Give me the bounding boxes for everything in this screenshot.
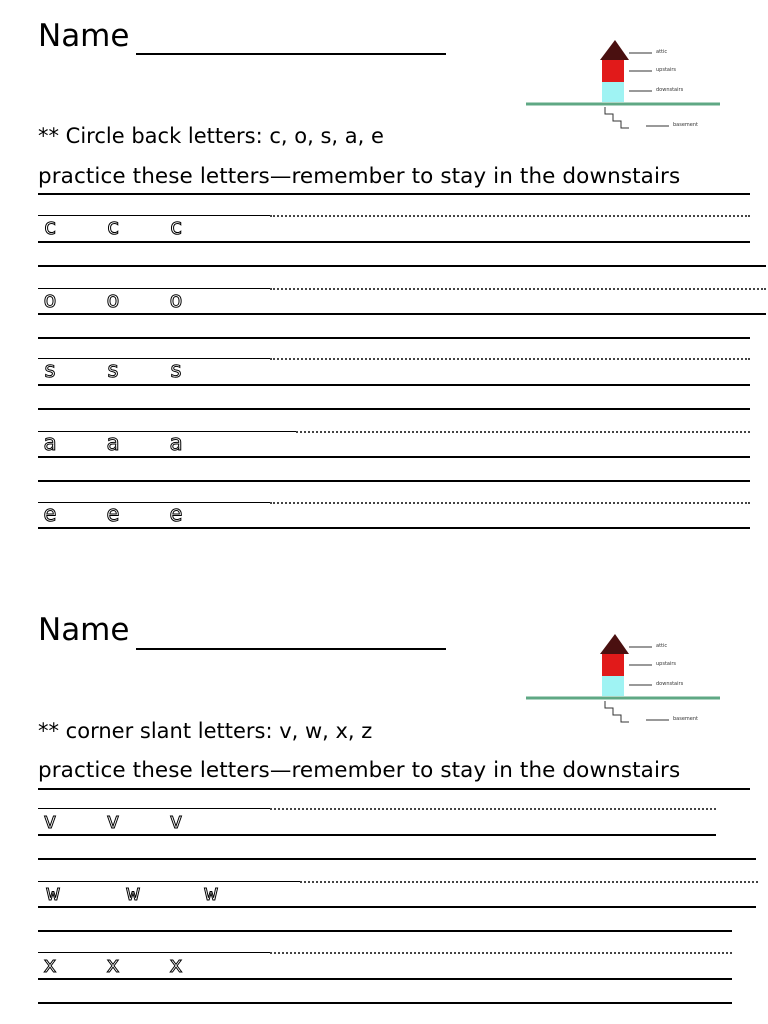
dotted-midline <box>296 431 750 433</box>
top-line <box>38 952 270 953</box>
dotted-midline <box>270 808 716 810</box>
baseline[interactable] <box>38 384 750 386</box>
downstairs-block <box>602 676 624 696</box>
name-label: Name <box>38 612 130 648</box>
attic-roof <box>600 634 629 654</box>
dotted-midline <box>270 288 766 290</box>
trace-letter[interactable]: a <box>169 431 183 456</box>
baseline[interactable] <box>38 834 716 836</box>
descender-line <box>38 337 750 339</box>
trace-letter[interactable]: e <box>43 502 57 527</box>
basement-stairs <box>605 701 629 722</box>
attic-label: attic <box>656 49 668 55</box>
attic-label: attic <box>656 643 668 649</box>
lesson-heading: ** corner slant letters: v, w, x, z <box>38 719 373 743</box>
baseline[interactable] <box>38 313 766 315</box>
trace-letter[interactable]: e <box>106 502 120 527</box>
dotted-midline <box>270 502 750 504</box>
trace-letter[interactable]: c <box>106 215 120 240</box>
top-line <box>38 502 270 503</box>
baseline[interactable] <box>38 527 750 529</box>
instruction-underline <box>38 788 750 790</box>
top-line <box>38 215 270 216</box>
upstairs-block <box>602 60 624 82</box>
trace-letter[interactable]: x <box>169 953 183 978</box>
practice-instruction: practice these letters—remember to stay in the downstairs <box>38 164 681 189</box>
trace-letter[interactable]: w <box>204 881 218 906</box>
trace-letter[interactable]: s <box>43 358 57 383</box>
attic-roof <box>600 40 629 60</box>
top-line <box>38 808 270 809</box>
lesson-heading: ** Circle back letters: c, o, s, a, e <box>38 124 384 148</box>
trace-letter[interactable]: v <box>169 809 183 834</box>
trace-letter[interactable]: a <box>106 431 120 456</box>
name-label: Name <box>38 18 130 54</box>
instruction-underline <box>38 193 750 195</box>
trace-letter[interactable]: o <box>43 288 57 313</box>
descender-line <box>38 408 750 410</box>
downstairs-label: downstairs <box>656 87 684 93</box>
trace-letter[interactable]: e <box>169 502 183 527</box>
trace-letter[interactable]: o <box>169 288 183 313</box>
baseline[interactable] <box>38 241 750 243</box>
descender-line <box>38 265 766 267</box>
downstairs-label: downstairs <box>656 681 684 687</box>
upstairs-block <box>602 654 624 676</box>
trace-letter[interactable]: c <box>169 215 183 240</box>
top-line <box>38 431 296 432</box>
trace-letter[interactable]: x <box>43 953 57 978</box>
descender-line <box>38 930 732 932</box>
downstairs-block <box>602 82 624 102</box>
dotted-midline <box>270 215 750 217</box>
trace-letter[interactable]: w <box>126 881 140 906</box>
practice-instruction: practice these letters—remember to stay in the downstairs <box>38 758 681 783</box>
basement-stairs <box>605 107 629 128</box>
upstairs-label: upstairs <box>656 661 677 667</box>
trace-letter[interactable]: c <box>43 215 57 240</box>
trace-letter[interactable]: s <box>169 358 183 383</box>
descender-line <box>38 480 750 482</box>
name-blank-line[interactable] <box>136 53 446 55</box>
baseline[interactable] <box>38 978 732 980</box>
dotted-midline <box>270 952 732 954</box>
descender-line <box>38 1002 732 1004</box>
trace-letter[interactable]: a <box>43 431 57 456</box>
top-line <box>38 881 300 882</box>
top-line <box>38 358 270 359</box>
dotted-midline <box>300 881 758 883</box>
trace-letter[interactable]: v <box>106 809 120 834</box>
trace-letter[interactable]: o <box>106 288 120 313</box>
basement-label: basement <box>673 716 698 722</box>
basement-label: basement <box>673 122 698 128</box>
trace-letter[interactable]: x <box>106 953 120 978</box>
trace-letter[interactable]: v <box>43 809 57 834</box>
trace-letter[interactable]: w <box>46 881 60 906</box>
upstairs-label: upstairs <box>656 67 677 73</box>
baseline[interactable] <box>38 906 756 908</box>
top-line <box>38 288 270 289</box>
name-blank-line[interactable] <box>136 648 446 650</box>
descender-line <box>38 858 756 860</box>
dotted-midline <box>270 358 750 360</box>
baseline[interactable] <box>38 456 750 458</box>
trace-letter[interactable]: s <box>106 358 120 383</box>
